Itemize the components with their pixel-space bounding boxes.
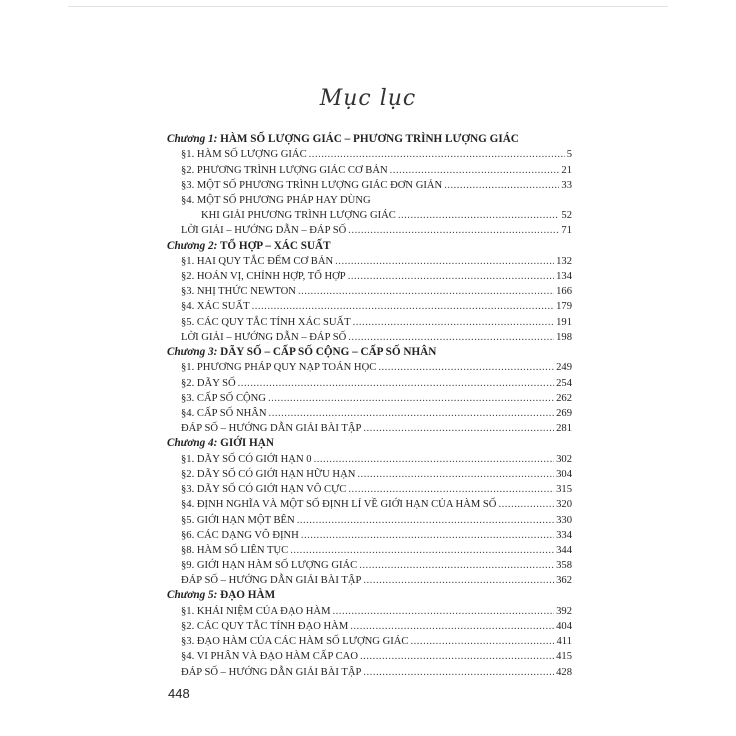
toc-entry xyxy=(167,604,572,619)
toc-entry-text: §3. MỘT SỐ PHƯƠNG TRÌNH LƯỢNG GIÁC ĐƠN GIẢN xyxy=(181,179,443,191)
leader-dots xyxy=(348,269,554,284)
toc-entry-text: §2. CÁC QUY TẮC TÍNH ĐẠO HÀM xyxy=(181,621,349,633)
chapter-title: DÃY SỐ – CẤP SỐ CỘNG – CẤP SỐ NHÂN xyxy=(220,346,437,359)
toc-entry-text: ĐÁP SỐ – HƯỚNG DẪN GIẢI BÀI TẬP xyxy=(181,666,362,678)
leader-dots xyxy=(378,360,554,375)
chapter-heading xyxy=(167,588,572,603)
leader-dots xyxy=(314,452,555,467)
page-number: 448 xyxy=(168,686,190,701)
leader-dots xyxy=(348,482,554,497)
toc-entry-text: §4. ĐỊNH NGHĨA VÀ MỘT SỐ ĐỊNH LÍ VỀ GIỚI HẠN CỦA HÀM SỐ xyxy=(181,499,497,511)
toc-entry-page: 302 xyxy=(556,453,572,465)
chapter-label: Chương 1: xyxy=(167,133,218,145)
toc-entry-page: 428 xyxy=(556,666,572,678)
leader-dots xyxy=(238,376,554,391)
toc-entry-page: 254 xyxy=(556,377,572,389)
toc-entry xyxy=(167,421,572,436)
leader-dots xyxy=(363,421,554,436)
toc-entry-page: 320 xyxy=(556,499,572,511)
toc-entry-text: §2. DÃY SỐ CÓ GIỚI HẠN HỮU HẠN xyxy=(181,468,356,480)
toc-entry-page: 71 xyxy=(561,225,572,237)
chapter-label: Chương 5: xyxy=(167,589,218,602)
toc-entry-page: 52 xyxy=(561,210,572,222)
toc-entry-text: §8. HÀM SỐ LIÊN TỤC xyxy=(181,544,289,556)
toc-entry xyxy=(167,558,572,573)
toc-entry-page: 33 xyxy=(561,179,572,191)
toc-entry-text: ĐÁP SỐ – HƯỚNG DẪN GIẢI BÀI TẬP xyxy=(181,575,362,587)
toc-entry-page: 392 xyxy=(556,605,572,617)
toc-entry-page: 198 xyxy=(556,331,572,343)
toc-entry-page: 415 xyxy=(556,651,572,663)
toc-entry xyxy=(167,543,572,558)
leader-dots xyxy=(309,147,565,162)
chapter-label: Chương 2: xyxy=(167,239,218,252)
toc-entry-text: §3. NHỊ THỨC NEWTON xyxy=(181,286,296,298)
toc-entry xyxy=(167,163,572,178)
table-of-contents xyxy=(167,132,572,680)
leader-dots xyxy=(390,163,560,178)
toc-entry xyxy=(167,452,572,467)
toc-entry xyxy=(167,467,572,482)
leader-dots xyxy=(398,208,560,223)
toc-entry-text: §3. DÃY SỐ CÓ GIỚI HẠN VÔ CỰC xyxy=(181,484,347,496)
toc-entry-page: 281 xyxy=(556,423,572,435)
leader-dots xyxy=(301,528,554,543)
leader-dots xyxy=(335,254,554,269)
leader-dots xyxy=(348,223,559,238)
leader-dots xyxy=(333,604,555,619)
toc-entry xyxy=(167,528,572,543)
toc-entry-text: §4. MỘT SỐ PHƯƠNG PHÁP HAY DÙNG xyxy=(181,194,371,206)
toc-entry-text: §2. PHƯƠNG TRÌNH LƯỢNG GIÁC CƠ BẢN xyxy=(181,164,388,176)
toc-entry-page: 404 xyxy=(556,621,572,633)
leader-dots xyxy=(357,467,554,482)
toc-entry xyxy=(167,665,572,680)
page-title: Mục lục xyxy=(319,86,417,111)
toc-entry-text: §2. HOÁN VỊ, CHỈNH HỢP, TỔ HỢP xyxy=(181,271,346,283)
toc-entry xyxy=(167,376,572,391)
chapter-title: GIỚI HẠN xyxy=(220,437,274,450)
toc-entry-text: §1. HÀM SỐ LƯỢNG GIÁC xyxy=(181,149,307,161)
leader-dots xyxy=(348,330,554,345)
chapter-title: HÀM SỐ LƯỢNG GIÁC – PHƯƠNG TRÌNH LƯỢNG GIÁC xyxy=(220,133,519,145)
toc-entry-page: 334 xyxy=(556,529,572,541)
leader-dots xyxy=(363,573,554,588)
toc-entry xyxy=(167,330,572,345)
toc-entry-text: LỜI GIẢI – HƯỚNG DẪN – ĐÁP SỐ xyxy=(181,331,347,343)
toc-entry xyxy=(167,223,572,238)
toc-entry-text: ĐÁP SỐ – HƯỚNG DẪN GIẢI BÀI TẬP xyxy=(181,423,362,435)
toc-entry-page: 362 xyxy=(556,575,572,587)
leader-dots xyxy=(444,178,559,193)
chapter-label: Chương 3: xyxy=(167,346,218,359)
leader-dots xyxy=(360,649,554,664)
toc-entry xyxy=(167,513,572,528)
toc-entry xyxy=(167,391,572,406)
toc-entry xyxy=(167,178,572,193)
top-rule xyxy=(68,6,668,7)
leader-dots xyxy=(268,391,554,406)
toc-entry-text: §3. CẤP SỐ CỘNG xyxy=(181,392,266,404)
leader-dots xyxy=(363,665,554,680)
toc-entry xyxy=(167,573,572,588)
toc-entry xyxy=(167,269,572,284)
toc-entry xyxy=(167,147,572,162)
toc-entry-page: 344 xyxy=(556,544,572,556)
toc-entry-text: §5. GIỚI HẠN MỘT BÊN xyxy=(181,514,295,526)
toc-entry-page: 330 xyxy=(556,514,572,526)
toc-entry xyxy=(167,208,572,223)
toc-entry xyxy=(167,619,572,634)
chapter-title: ĐẠO HÀM xyxy=(220,589,276,602)
leader-dots xyxy=(353,315,555,330)
toc-entry xyxy=(167,315,572,330)
toc-entry-page: 5 xyxy=(566,149,572,161)
toc-entry-page: 304 xyxy=(556,468,572,480)
leader-dots xyxy=(298,284,554,299)
toc-entry xyxy=(167,360,572,375)
leader-dots xyxy=(290,543,554,558)
toc-entry xyxy=(167,649,572,664)
toc-entry-text: §6. CÁC DẠNG VÔ ĐỊNH xyxy=(181,529,299,541)
leader-dots xyxy=(410,634,554,649)
toc-entry-page: 132 xyxy=(556,255,572,267)
toc-entry-text: §1. DÃY SỐ CÓ GIỚI HẠN 0 xyxy=(181,453,312,465)
chapter-heading xyxy=(167,436,572,451)
toc-entry xyxy=(167,193,572,208)
toc-entry-page: 358 xyxy=(556,560,572,572)
toc-entry xyxy=(167,254,572,269)
toc-entry-page: 134 xyxy=(556,271,572,283)
chapter-heading xyxy=(167,345,572,360)
toc-entry-page: 315 xyxy=(556,484,572,496)
toc-entry-page: 166 xyxy=(556,286,572,298)
leader-dots xyxy=(359,558,554,573)
leader-dots xyxy=(498,497,554,512)
toc-entry xyxy=(167,482,572,497)
toc-entry-text: LỜI GIẢI – HƯỚNG DẪN – ĐÁP SỐ xyxy=(181,225,347,237)
leader-dots xyxy=(252,299,555,314)
toc-entry-text: §5. CÁC QUY TẮC TÍNH XÁC SUẤT xyxy=(181,316,351,328)
chapter-title: TỔ HỢP – XÁC SUẤT xyxy=(219,239,331,252)
toc-entry-page: 411 xyxy=(556,636,572,648)
toc-entry xyxy=(167,299,572,314)
toc-entry-page: 269 xyxy=(556,407,572,419)
toc-entry-text: §9. GIỚI HẠN HÀM SỐ LƯỢNG GIÁC xyxy=(181,560,358,572)
chapter-label: Chương 4: xyxy=(167,437,218,450)
chapter-heading xyxy=(167,132,572,147)
toc-entry-text: §4. VI PHÂN VÀ ĐẠO HÀM CẤP CAO xyxy=(181,651,358,663)
toc-entry xyxy=(167,634,572,649)
toc-entry-page: 262 xyxy=(556,392,572,404)
toc-entry-text: §1. HAI QUY TẮC ĐẾM CƠ BẢN xyxy=(181,255,334,267)
toc-entry-page: 21 xyxy=(561,164,572,176)
toc-entry-text: §4. XÁC SUẤT xyxy=(181,301,250,313)
leader-dots xyxy=(269,406,555,421)
toc-entry-page: 191 xyxy=(556,316,572,328)
leader-dots xyxy=(297,513,554,528)
chapter-heading xyxy=(167,239,572,254)
toc-entry-page: 249 xyxy=(556,362,572,374)
toc-entry-text: §2. DÃY SỐ xyxy=(181,377,236,389)
toc-entry-text: §3. ĐẠO HÀM CỦA CÁC HÀM SỐ LƯỢNG GIÁC xyxy=(181,636,409,648)
toc-entry xyxy=(167,497,572,512)
toc-entry-text: §1. KHÁI NIỆM CỦA ĐẠO HÀM xyxy=(181,605,331,617)
leader-dots xyxy=(350,619,554,634)
toc-entry-text: §4. CẤP SỐ NHÂN xyxy=(181,407,267,419)
toc-entry-text: KHI GIẢI PHƯƠNG TRÌNH LƯỢNG GIÁC xyxy=(201,210,396,222)
toc-entry xyxy=(167,284,572,299)
toc-entry xyxy=(167,406,572,421)
toc-entry-text: §1. PHƯƠNG PHÁP QUY NẠP TOÁN HỌC xyxy=(181,362,377,374)
toc-entry-page: 179 xyxy=(556,301,572,313)
